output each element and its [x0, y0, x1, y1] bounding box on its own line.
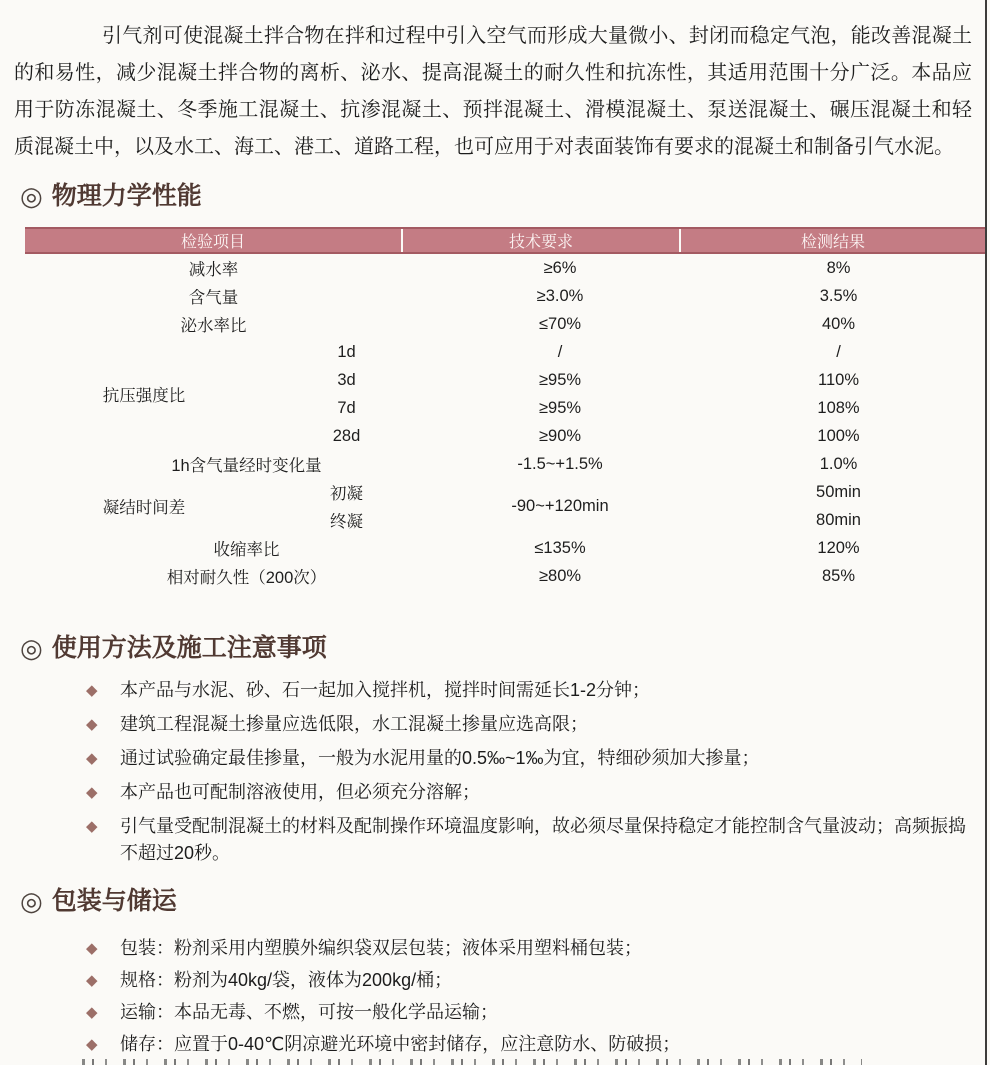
list-item — [86, 813, 970, 867]
requirement-cell: -90~+120min — [511, 496, 609, 515]
list-item — [86, 745, 970, 772]
age-cell: 28d — [332, 426, 361, 445]
list-item — [86, 1031, 970, 1058]
list-item — [86, 677, 970, 704]
phase-cell: 初凝 — [330, 485, 363, 503]
section-title-packaging: 包装与储运 — [51, 887, 177, 915]
section-heading-physical — [20, 181, 202, 211]
bullseye-marker-icon: ◎ — [20, 181, 43, 211]
result-cell: 85% — [822, 566, 856, 585]
cut-off-text-fragments — [82, 1059, 862, 1065]
packaging-note-text: 包装：粉剂采用内塑膜外编织袋双层包装；液体采用塑料桶包装； — [120, 938, 642, 958]
age-cell: 3d — [337, 370, 356, 389]
diamond-bullet-icon: ◆ — [86, 1036, 98, 1053]
phase-cell: 终凝 — [330, 513, 363, 531]
result-cell: 50min — [816, 482, 861, 501]
diamond-bullet-icon: ◆ — [86, 682, 98, 699]
item-cell-setting-time: 凝结时间差 — [102, 499, 186, 517]
age-cell: 1d — [337, 342, 356, 361]
item-cell: 含气量 — [188, 289, 239, 307]
column-header-item: 检验项目 — [25, 228, 402, 253]
column-header-result: 检测结果 — [680, 228, 985, 253]
list-item — [86, 999, 970, 1026]
table-row — [25, 478, 985, 506]
table-row — [25, 253, 985, 282]
physical-properties-table — [25, 227, 985, 590]
usage-note-text: 引气量受配制混凝土的材料及配制操作环境温度影响，故必须尽量保持稳定才能控制含气量波动；高频振捣不超过20秒。 — [120, 816, 966, 863]
requirement-cell: ≥90% — [538, 426, 582, 445]
diamond-bullet-icon: ◆ — [86, 972, 98, 989]
column-header-requirement: 技术要求 — [402, 228, 680, 253]
section-heading-usage — [20, 633, 327, 663]
result-cell: 110% — [818, 370, 859, 389]
intro-paragraph: 引气剂可使混凝土拌合物在拌和过程中引入空气而形成大量微小、封闭而稳定气泡，能改善混凝土的和易性，减少混凝土拌合物的离析、泌水、提高混凝土的耐久性和抗冻性，其适用范围十分广泛。本品应用于防冻混凝土、冬季施工混凝土、抗渗混凝土、预拌混凝土、滑模混凝土、泵送混凝土、碾压混凝土和轻质混凝土中，以及水工、海工、港工、道路工程，也可应用于对表面装饰有要求的混凝土和制备引气水泥。 — [14, 25, 972, 158]
item-cell: 相对耐久性（200次） — [166, 569, 327, 587]
packaging-note-text: 储存：应置于0-40℃阴凉避光环境中密封储存，应注意防水、防破损； — [120, 1034, 681, 1054]
item-cell: 减水率 — [188, 261, 239, 279]
requirement-cell: / — [557, 342, 563, 361]
usage-note-text: 建筑工程混凝土掺量应选低限，水工混凝土掺量应选高限； — [120, 714, 588, 734]
item-cell: 收缩率比 — [213, 541, 280, 559]
packaging-notes-list — [86, 935, 970, 1063]
diamond-bullet-icon: ◆ — [86, 818, 98, 835]
table-row — [25, 310, 985, 338]
diamond-bullet-icon: ◆ — [86, 750, 98, 767]
packaging-note-text: 规格：粉剂为40kg/袋，液体为200kg/桶； — [120, 970, 453, 990]
scan-edge-line — [985, 0, 987, 1065]
diamond-bullet-icon: ◆ — [86, 940, 98, 957]
section-heading-packaging — [20, 886, 177, 916]
list-item — [86, 935, 970, 962]
result-cell: 108% — [817, 398, 860, 417]
table-row — [25, 562, 985, 590]
table-row — [25, 534, 985, 562]
bullseye-marker-icon: ◎ — [20, 633, 43, 663]
table-row — [25, 282, 985, 310]
requirement-cell: ≥95% — [538, 370, 582, 389]
result-cell: 80min — [816, 510, 861, 529]
requirement-cell: ≥6% — [543, 258, 577, 277]
result-cell: / — [836, 342, 841, 361]
requirement-cell: ≥95% — [538, 398, 582, 417]
requirement-cell: -1.5~+1.5% — [517, 454, 603, 473]
result-cell: 100% — [817, 426, 860, 445]
section-title-usage: 使用方法及施工注意事项 — [51, 634, 327, 662]
requirement-cell: ≥3.0% — [536, 286, 584, 305]
diamond-bullet-icon: ◆ — [86, 716, 98, 733]
item-cell: 泌水率比 — [180, 317, 247, 335]
result-cell: 1.0% — [819, 454, 858, 473]
list-item — [86, 967, 970, 994]
bullseye-marker-icon: ◎ — [20, 886, 43, 916]
section-title-physical: 物理力学性能 — [51, 182, 202, 210]
item-cell-strength: 抗压强度比 — [102, 387, 186, 405]
usage-note-text: 本产品与水泥、砂、石一起加入搅拌机，搅拌时间需延长1-2分钟； — [120, 680, 651, 700]
usage-note-text: 通过试验确定最佳掺量，一般为水泥用量的0.5‰~1‰为宜，特细砂须加大掺量； — [120, 748, 760, 768]
requirement-cell: ≤135% — [534, 538, 586, 557]
packaging-note-text: 运输：本品无毒、不燃，可按一般化学品运输； — [120, 1002, 498, 1022]
result-cell: 120% — [817, 538, 860, 557]
diamond-bullet-icon: ◆ — [86, 1004, 98, 1021]
diamond-bullet-icon: ◆ — [86, 784, 98, 801]
table-row — [25, 338, 985, 366]
requirement-cell: ≤70% — [538, 314, 582, 333]
result-cell: 40% — [822, 314, 856, 333]
result-cell: 8% — [826, 258, 851, 277]
usage-note-text: 本产品也可配制溶液使用，但必须充分溶解； — [120, 782, 480, 802]
table-row — [25, 450, 985, 478]
item-cell: 1h含气量经时变化量 — [171, 457, 322, 475]
result-cell: 3.5% — [819, 286, 858, 305]
list-item — [86, 779, 970, 806]
usage-notes-list — [86, 677, 970, 874]
table-header-row — [25, 228, 985, 253]
requirement-cell: ≥80% — [538, 566, 582, 585]
age-cell: 7d — [337, 398, 356, 417]
list-item — [86, 711, 970, 738]
